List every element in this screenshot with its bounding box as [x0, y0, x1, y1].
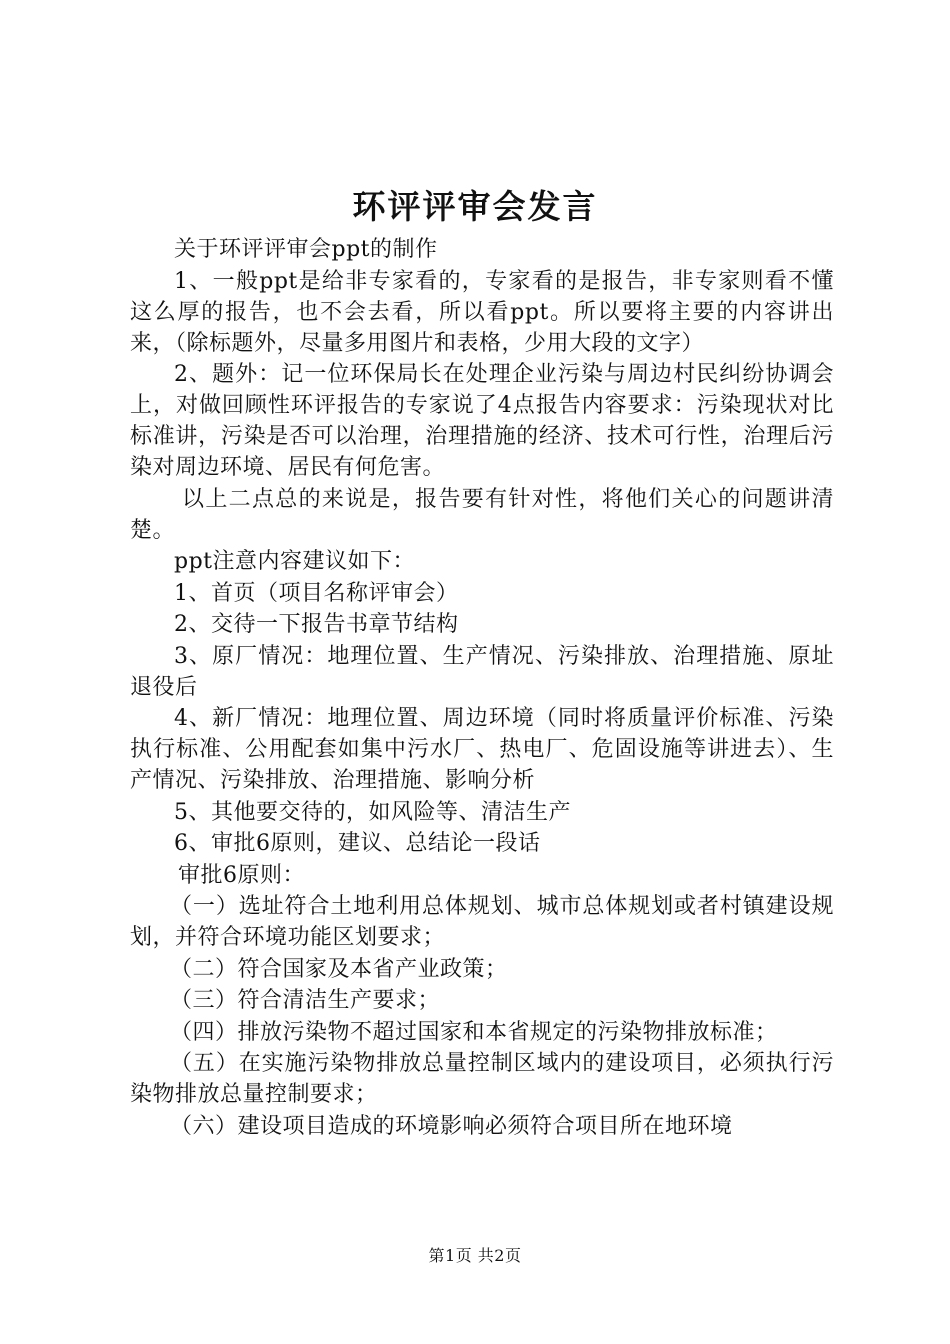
list-item: 2、交待一下报告书章节结构 — [174, 612, 459, 637]
principle-item: （五）在实施污染物排放总量控制区域内的建设项目，必须执行污染物排放总量控制要求； — [130, 1051, 834, 1107]
list-item: 1、首页（项目名称评审会） — [174, 580, 459, 606]
principle-item: （二）符合国家及本省产业政策； — [170, 956, 508, 982]
document-body — [130, 234, 834, 1142]
list-item: 3、原厂情况：地理位置、生产情况、污染排放、治理措施、原址退役后 — [130, 643, 834, 700]
list-item: 6、审批6原则，建议、总结论一段话 — [174, 831, 541, 856]
page-footer: 第1页 共2页 — [428, 1246, 522, 1265]
document-title: 环评评审会发言 — [352, 187, 598, 226]
paragraph-summary: 以上二点总的来说是，报告要有针对性，将他们关心的问题讲清楚。 — [130, 486, 834, 543]
paragraph-point-2: 2、题外：记一位环保局长在处理企业污染与周边村民纠纷协调会上，对做回顾性环评报告的专家说了4点报告内容要求：污染现状对比标准讲，污染是否可以治理，治理措施的经济、技术可行性，治理后污染对周边环境、居民有何危害。 — [130, 362, 834, 480]
paragraph-intro: 关于环评评审会ppt的制作 — [174, 237, 438, 262]
paragraph-principles-heading: 审批6原则： — [178, 862, 305, 888]
principle-item: （一）选址符合土地利用总体规划、城市总体规划或者村镇建设规划，并符合环境功能区划要求； — [130, 894, 834, 950]
paragraph-point-1: 1、一般ppt是给非专家看的，专家看的是报告，非专家则看不懂这么厚的报告，也不会去看，所以看ppt。所以要将主要的内容讲出来，（除标题外，尽量多用图片和表格，少用大段的文字） — [130, 268, 834, 356]
principle-item: （三）符合清洁生产要求； — [170, 988, 441, 1013]
principle-item: （六）建设项目造成的环境影响必须符合项目所在地环境 — [170, 1113, 733, 1139]
list-item: 5、其他要交待的，如风险等、清洁生产 — [174, 799, 571, 825]
paragraph-ppt-suggestions: ppt注意内容建议如下： — [174, 549, 416, 574]
list-item: 4、新厂情况：地理位置、周边环境（同时将质量评价标准、污染执行标准、公用配套如集中污水厂、热电厂、危固设施等讲进去）、生产情况、污染排放、治理措施、影响分析 — [130, 706, 834, 793]
principle-item: （四）排放污染物不超过国家和本省规定的污染物排放标准； — [170, 1019, 778, 1045]
